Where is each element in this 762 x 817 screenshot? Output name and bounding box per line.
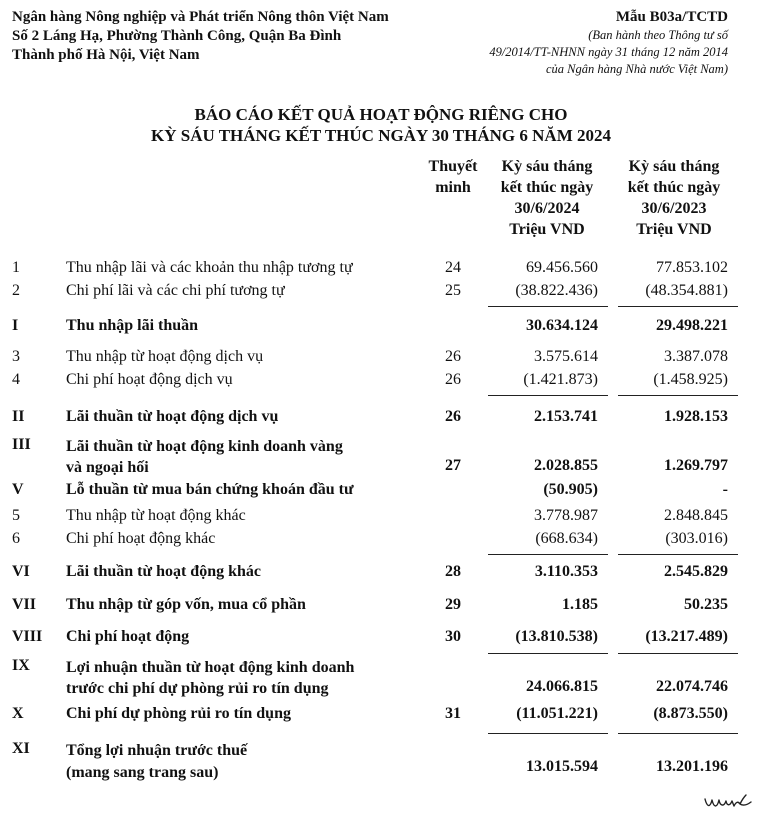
column-header-text: Thuyết	[428, 158, 478, 175]
row-label-line: Lãi thuần từ hoạt động kinh doanh vàng	[66, 438, 343, 455]
column-header-text: Triệu VND	[509, 221, 585, 238]
row-code: VIII	[12, 628, 43, 645]
row-value-prior: (13.217.489)	[645, 628, 728, 645]
row-value-prior: (1.458.925)	[653, 371, 728, 388]
report-title	[0, 104, 762, 146]
row-value-current: 2.028.855	[534, 457, 598, 474]
row-label-line: và ngoại hối	[66, 459, 149, 476]
row-value-current: 3.575.614	[534, 348, 598, 365]
column-header-text: 30/6/2023	[641, 200, 707, 217]
underline-rule	[488, 733, 608, 734]
row-value-prior: 3.387.078	[664, 348, 728, 365]
column-header-prior	[610, 156, 738, 240]
row-note: 26	[445, 371, 461, 388]
row-label: Chi phí dự phòng rủi ro tín dụng	[66, 705, 291, 722]
underline-rule	[488, 554, 608, 555]
row-value-current: (50.905)	[543, 481, 598, 498]
report-title-line1: BÁO CÁO KẾT QUẢ HOẠT ĐỘNG RIÊNG CHO	[194, 105, 568, 124]
row-value-current: 1.185	[562, 596, 598, 613]
column-header-text: 30/6/2024	[514, 200, 580, 217]
row-code: II	[12, 408, 25, 425]
row-code: IX	[12, 657, 30, 674]
underline-rule	[488, 306, 608, 307]
row-value-current: (13.810.538)	[515, 628, 598, 645]
row-code: VII	[12, 596, 37, 613]
row-code: 1	[12, 259, 20, 276]
underline-rule	[618, 554, 738, 555]
bank-header	[12, 8, 389, 65]
row-label	[66, 657, 436, 699]
column-header-text: Triệu VND	[636, 221, 712, 238]
row-note: 25	[445, 282, 461, 299]
bank-address: Số 2 Láng Hạ, Phường Thành Công, Quận Ba Đình	[12, 28, 342, 44]
column-header-text: kết thúc ngày	[627, 179, 721, 196]
column-header-text: kết thúc ngày	[500, 179, 594, 196]
row-label-line: trước chi phí dự phòng rủi ro tín dụng	[66, 680, 329, 697]
form-note-line: (Ban hành theo Thông tư số	[588, 28, 728, 42]
row-value-prior: (8.873.550)	[653, 705, 728, 722]
row-value-prior: 1.928.153	[664, 408, 728, 425]
row-note: 29	[445, 596, 461, 613]
form-note-line: 49/2014/TT-NHNN ngày 31 tháng 12 năm 2014	[489, 45, 728, 59]
row-code: 2	[12, 282, 20, 299]
row-label: Lỗ thuần từ mua bán chứng khoán đầu tư	[66, 481, 354, 498]
report-title-line2: KỲ SÁU THÁNG KẾT THÚC NGÀY 30 THÁNG 6 NĂM 2024	[151, 126, 611, 145]
row-value-prior: 50.235	[684, 596, 728, 613]
row-code: 3	[12, 348, 20, 365]
row-note: 26	[445, 408, 461, 425]
underline-rule	[618, 733, 738, 734]
row-code: 4	[12, 371, 20, 388]
row-value-current: 3.110.353	[534, 563, 598, 580]
row-label-line: Lợi nhuận thuần từ hoạt động kinh doanh	[66, 659, 355, 676]
row-label: Thu nhập từ góp vốn, mua cổ phần	[66, 596, 306, 613]
row-value-prior: 77.853.102	[656, 259, 728, 276]
row-label: Thu nhập lãi và các khoản thu nhập tương tự	[66, 259, 353, 276]
underline-rule	[488, 395, 608, 396]
row-note: 31	[445, 705, 461, 722]
row-code: VI	[12, 563, 30, 580]
row-label: Thu nhập từ hoạt động khác	[66, 507, 246, 524]
row-value-current: 24.066.815	[526, 678, 598, 695]
row-code: III	[12, 436, 31, 453]
row-label: Chi phí lãi và các chi phí tương tự	[66, 282, 285, 299]
row-label-line: (mang sang trang sau)	[66, 764, 219, 781]
row-value-prior: 1.269.797	[664, 457, 728, 474]
handwritten-initials	[702, 791, 754, 813]
bank-name: Ngân hàng Nông nghiệp và Phát triển Nông thôn Việt Nam	[12, 9, 389, 25]
row-code: V	[12, 481, 24, 498]
row-label: Chi phí hoạt động dịch vụ	[66, 371, 233, 388]
underline-rule	[488, 653, 608, 654]
row-code: X	[12, 705, 24, 722]
row-code: I	[12, 317, 19, 334]
column-header-text: minh	[435, 179, 471, 196]
row-value-current: (1.421.873)	[523, 371, 598, 388]
row-value-current: 13.015.594	[526, 758, 598, 775]
underline-rule	[618, 306, 738, 307]
row-value-current: (11.051.221)	[516, 705, 598, 722]
row-label: Thu nhập từ hoạt động dịch vụ	[66, 348, 264, 365]
row-label: Chi phí hoạt động khác	[66, 530, 216, 547]
bank-city: Thành phố Hà Nội, Việt Nam	[12, 47, 200, 63]
row-label	[66, 740, 436, 784]
form-reference	[489, 8, 728, 78]
row-label: Lãi thuần từ hoạt động dịch vụ	[66, 408, 279, 425]
row-value-current: 30.634.124	[526, 317, 598, 334]
underline-rule	[618, 395, 738, 396]
row-note: 30	[445, 628, 461, 645]
row-label: Lãi thuần từ hoạt động khác	[66, 563, 261, 580]
row-value-current: (38.822.436)	[515, 282, 598, 299]
row-value-prior: 13.201.196	[656, 758, 728, 775]
row-value-current: 69.456.560	[526, 259, 598, 276]
column-header-note	[418, 156, 488, 198]
row-code: 5	[12, 507, 20, 524]
form-note-line: của Ngân hàng Nhà nước Việt Nam)	[546, 62, 728, 76]
row-label-line: Tổng lợi nhuận trước thuế	[66, 742, 248, 759]
row-value-prior: -	[722, 481, 728, 498]
row-value-prior: (303.016)	[665, 530, 728, 547]
underline-rule	[618, 653, 738, 654]
row-value-prior: 22.074.746	[656, 678, 728, 695]
column-header-current	[484, 156, 610, 240]
row-value-prior: 2.545.829	[664, 563, 728, 580]
row-note: 26	[445, 348, 461, 365]
row-label	[66, 436, 436, 478]
row-value-current: (668.634)	[535, 530, 598, 547]
row-value-prior: 2.848.845	[664, 507, 728, 524]
row-note: 27	[445, 457, 461, 474]
row-label: Thu nhập lãi thuần	[66, 317, 199, 334]
row-label: Chi phí hoạt động	[66, 628, 190, 645]
row-code: XI	[12, 740, 30, 757]
row-note: 28	[445, 563, 461, 580]
row-code: 6	[12, 530, 20, 547]
column-header-text: Kỳ sáu tháng	[628, 158, 720, 175]
row-value-current: 2.153.741	[534, 408, 598, 425]
row-value-current: 3.778.987	[534, 507, 598, 524]
form-code: Mẫu B03a/TCTD	[615, 9, 728, 25]
row-note: 24	[445, 259, 461, 276]
column-header-text: Kỳ sáu tháng	[501, 158, 593, 175]
row-value-prior: (48.354.881)	[645, 282, 728, 299]
row-value-prior: 29.498.221	[656, 317, 728, 334]
